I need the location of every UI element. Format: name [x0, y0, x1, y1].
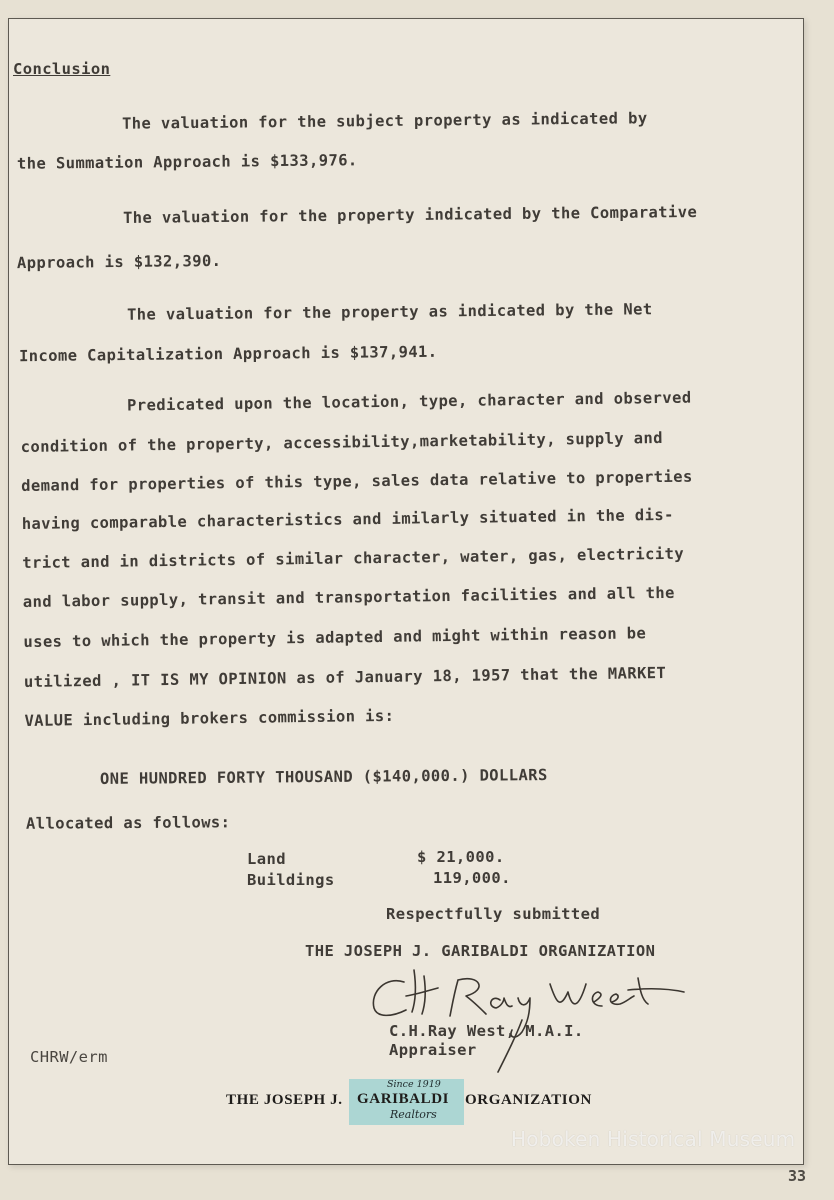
allocation-intro: Allocated as follows:	[25, 813, 231, 833]
letterhead-suffix: ORGANIZATION	[465, 1092, 592, 1108]
signature-stroke-est	[592, 992, 634, 1006]
opinion-line: demand for properties of this type, sales data relative to properties	[21, 467, 693, 495]
typist-initials: CHRW/erm	[30, 1048, 108, 1066]
appraiser-title: Appraiser	[389, 1041, 477, 1059]
closing-text: Respectfully submitted	[386, 905, 601, 923]
income-line-2: Income Capitalization Approach is $137,941.	[18, 342, 438, 366]
signature-stroke-w	[550, 984, 586, 1004]
appraiser-name: C.H.Ray West, M.A.I.	[389, 1022, 584, 1040]
summation-line-1: The valuation for the subject property as indicated by	[121, 109, 648, 133]
comparative-line-2: Approach is $132,390.	[16, 251, 222, 273]
buildings-label: Buildings	[247, 871, 335, 889]
letterhead-prefix: THE JOSEPH J.	[226, 1092, 343, 1108]
opinion-line: condition of the property, accessibility,marketability, supply and	[20, 429, 664, 456]
opinion-line: uses to which the property is adapted and might within reason be	[23, 624, 647, 651]
opinion-line: having comparable characteristics and imilarly situated in the dis-	[21, 505, 674, 533]
land-label: Land	[247, 850, 286, 868]
signature-stroke-a	[491, 998, 512, 1008]
market-value-total: ONE HUNDRED FORTY THOUSAND ($140,000.) DOLLARS	[99, 766, 548, 788]
opinion-line: and labor supply, transit and transportation facilities and all the	[22, 583, 675, 611]
signature-stroke-c	[373, 981, 406, 1016]
stamp-since: Since 1919	[387, 1079, 441, 1090]
land-value: $ 21,000.	[417, 848, 505, 866]
opinion-line: VALUE including brokers commission is:	[24, 706, 395, 730]
income-line-1: The valuation for the property as indicated by the Net	[126, 300, 653, 324]
section-heading: Conclusion	[13, 60, 111, 78]
stamp-tagline: Realtors	[390, 1108, 437, 1121]
stamp-name: GARIBALDI	[357, 1091, 450, 1107]
opinion-line: trict and in districts of similar character, water, gas, electricity	[22, 544, 685, 572]
organization-name: THE JOSEPH J. GARIBALDI ORGANIZATION	[305, 942, 656, 960]
signature-stroke-h	[406, 970, 438, 1014]
buildings-value: 119,000.	[433, 869, 511, 887]
opinion-line: Predicated upon the location, type, character and observed	[126, 388, 692, 415]
comparative-line-1: The valuation for the property indicated by the Comparative	[122, 202, 698, 228]
page-number: 33	[788, 1167, 807, 1185]
summation-line-2: the Summation Approach is $133,976.	[16, 151, 358, 173]
museum-watermark: Hoboken Historical Museum	[511, 1127, 796, 1151]
signature-stroke-r	[450, 979, 486, 1016]
signature-stroke-t	[628, 978, 684, 1004]
opinion-line: utilized , IT IS MY OPINION as of January 18, 1957 that the MARKET	[23, 664, 667, 691]
